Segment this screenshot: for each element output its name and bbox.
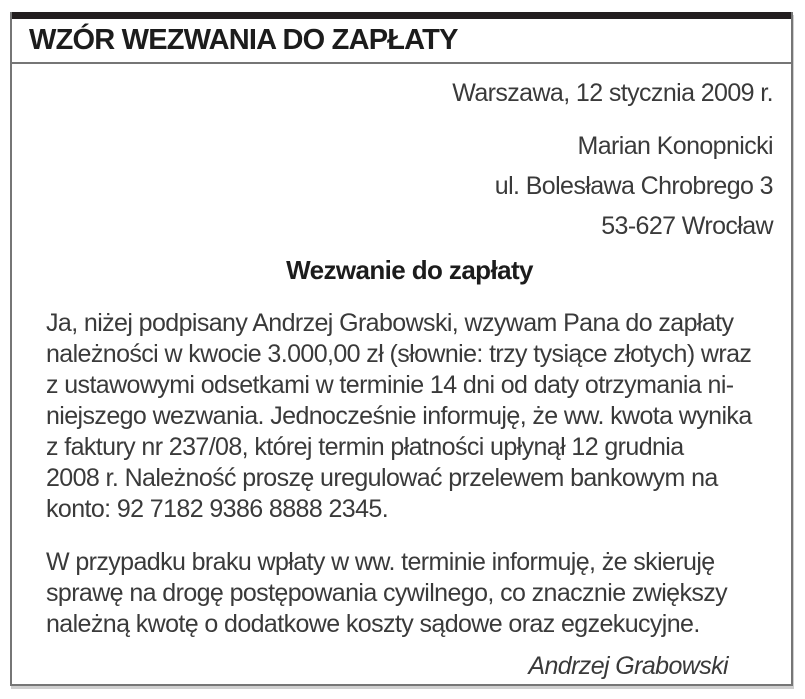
paragraph-line: z ustawowymi odsetkami w terminie 14 dni od daty otrzymania ni- xyxy=(46,371,734,399)
paragraph-2 xyxy=(46,547,773,640)
paragraph-line: niejszego wezwania. Jednocześnie informuję, że ww. kwota wynika xyxy=(46,402,752,430)
paragraph-1 xyxy=(46,308,773,525)
paragraph-line: W przypadku braku wpłaty w ww. terminie informuję, że skieruję xyxy=(46,548,715,576)
paragraph-line: Ja, niżej podpisany Andrzej Grabowski, wzywam Pana do zapłaty xyxy=(46,309,734,337)
document-header-title: WZÓR WEZWANIA DO ZAPŁATY xyxy=(29,24,458,56)
document-masthead xyxy=(12,19,791,64)
paragraph-line: 2008 r. Należność proszę uregulować przelewem bankowym na xyxy=(46,464,718,492)
recipient-street: ul. Bolesława Chrobrego 3 xyxy=(494,172,773,200)
document-frame xyxy=(10,12,793,686)
paragraph-line: konto: 92 7182 9386 8888 2345. xyxy=(46,495,389,523)
recipient-name: Marian Konopnicki xyxy=(577,132,773,160)
dateline: Warszawa, 12 stycznia 2009 r. xyxy=(452,79,773,107)
recipient-block xyxy=(46,126,773,246)
letter-body xyxy=(12,64,791,682)
paragraph-line: z faktury nr 237/08, której termin płatności upłynął 12 grudnia xyxy=(46,433,684,461)
paragraph-line: sprawę na drogę postępowania cywilnego, co znacznie zwiększy xyxy=(46,579,728,607)
paragraph-line: należną kwotę o dodatkowe koszty sądowe oraz egzekucyjne. xyxy=(46,610,700,638)
recipient-city: 53-627 Wrocław xyxy=(601,212,773,240)
letter-title: Wezwanie do zapłaty xyxy=(286,255,533,285)
top-accent-bar xyxy=(12,12,791,19)
paragraph-line: należności w kwocie 3.000,00 zł (słownie: trzy tysiące złotych) wraz xyxy=(46,340,752,368)
signature: Andrzej Grabowski xyxy=(528,652,728,680)
